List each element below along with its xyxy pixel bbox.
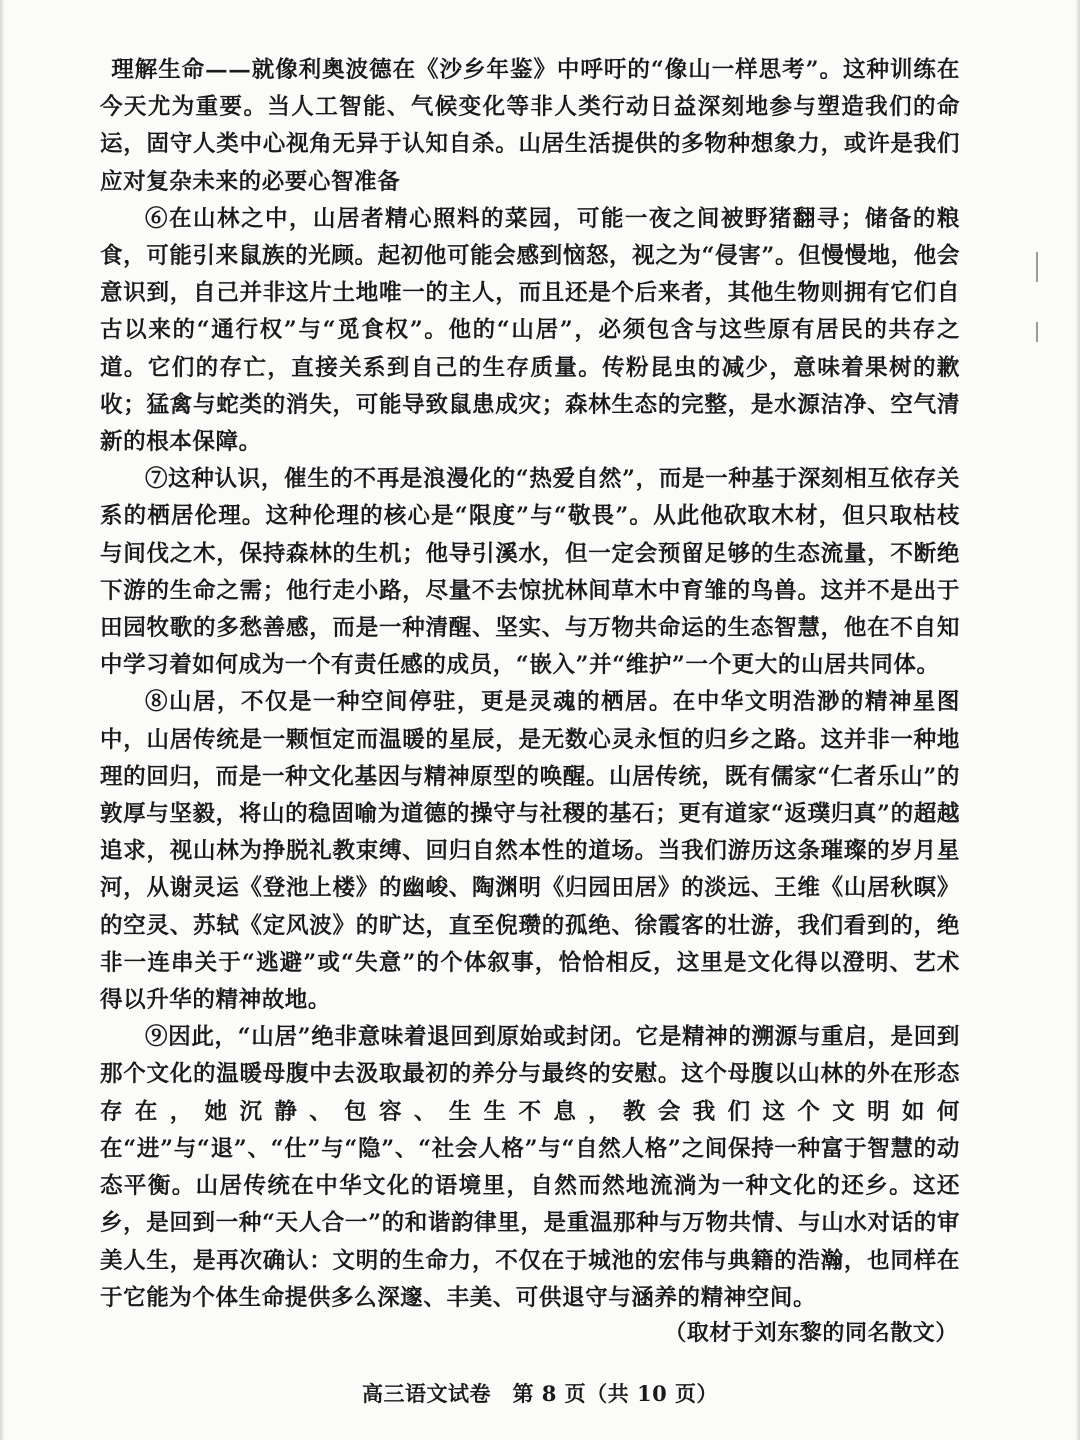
paragraph-7: ⑦这种认识，催生的不再是浪漫化的“热爱自然”，而是一种基于深刻相互依存关系的栖居伦理。这种伦理的核心是“限度”与“敬畏”。从此他砍取木材，但只取枯枝与间伐之木，保持森林的生机；他导引溪水，但一定会预留足够的生态流量，不断绝下游的生命之需；他行走小路，尽量不去惊扰林间草木中育雏的鸟兽。这并不是出于田园牧歌的多愁善感，而是一种清醒、坚实、与万物共命运的生态智慧，他在不自知中学习着如何成为一个有责任感的成员，“嵌入”并“维护”一个更大的山居共同体。 xyxy=(100,466,960,679)
article-body xyxy=(100,52,960,1317)
scan-edge-right xyxy=(1076,0,1080,1440)
paragraph-8: ⑧山居，不仅是一种空间停驻，更是灵魂的栖居。在中华文明浩渺的精神星图中，山居传统是一颗恒定而温暖的星辰，是无数心灵永恒的归乡之路。这并非一种地理的回归，而是一种文化基因与精神原型的唤醒。山居传统，既有儒家“仁者乐山”的敦厚与坚毅，将山的稳固喻为道德的操守与社稷的基石；更有道家“返璞归真”的超越追求，视山林为挣脱礼教束缚、回归自然本性的道场。当我们游历这条璀璨的岁月星河，从谢灵运《登池上楼》的幽峻、陶渊明《归园田居》的淡远、王维《山居秋暝》的空灵、苏轼《定风波》的旷达，直至倪瓒的孤绝、徐霞客的壮游，我们看到的，绝非一连串关于“逃避”或“失意”的个体叙事，恰恰相反，这里是文化得以澄明、艺术得以升华的精神故地。 xyxy=(100,689,960,1014)
paragraph-9: ⑨因此，“山居”绝非意味着退回到原始或封闭。它是精神的溯源与重启，是回到那个文化的温暖母腹中去汲取最初的养分与最终的安慰。这个母腹以山林的外在形态存在，她沉静、包容、生生不息，教会我们这个文明如何在“进”与“退”、“仕”与“隐”、“社会人格”与“自然人格”之间保持一种富于智慧的动态平衡。山居传统在中华文化的语境里，自然而然地流淌为一种文化的还乡。这还乡，是回到一种“天人合一”的和谐韵律里，是重温那种与万物共情、与山水对话的审美人生，是再次确认：文明的生命力，不仅在于城池的宏伟与典籍的浩瀚，也同样在于它能为个体生命提供多么深邃、丰美、可供退守与涵养的精神空间。 xyxy=(100,1024,960,1311)
source-attribution: （取材于刘东黎的同名散文） xyxy=(664,1320,958,1346)
scan-mark xyxy=(1036,252,1038,282)
scan-mark xyxy=(1036,322,1038,342)
scan-edge-left xyxy=(0,0,4,1440)
page-footer: 高三语文试卷 第 8 页（共 10 页） xyxy=(361,1381,719,1406)
paragraph-6: ⑥在山林之中，山居者精心照料的菜园，可能一夜之间被野猪翻寻；储备的粮食，可能引来鼠族的光顾。起初他可能会感到恼怒，视之为“侵害”。但慢慢地，他会意识到，自己并非这片土地唯一的主人，而且还是个后来者，其他生物则拥有它们自古以来的“通行权”与“觅食权”。他的“山居”，必须包含与这些原有居民的共存之道。它们的存亡，直接关系到自己的生存质量。传粉昆虫的减少，意味着果树的歉收；猛禽与蛇类的消失，可能导致鼠患成灾；森林生态的完整，是水源洁净、空气清新的根本保障。 xyxy=(100,205,960,456)
paragraph-continued: 理解生命——就像利奥波德在《沙乡年鉴》中呼吁的“像山一样思考”。这种训练在今天尤为重要。当人工智能、气候变化等非人类行动日益深刻地参与塑造我们的命运，固守人类中心视角无异于认知自杀。山居生活提供的多物种想象力，或许是我们应对复杂未来的必要心智准备 xyxy=(100,57,960,195)
